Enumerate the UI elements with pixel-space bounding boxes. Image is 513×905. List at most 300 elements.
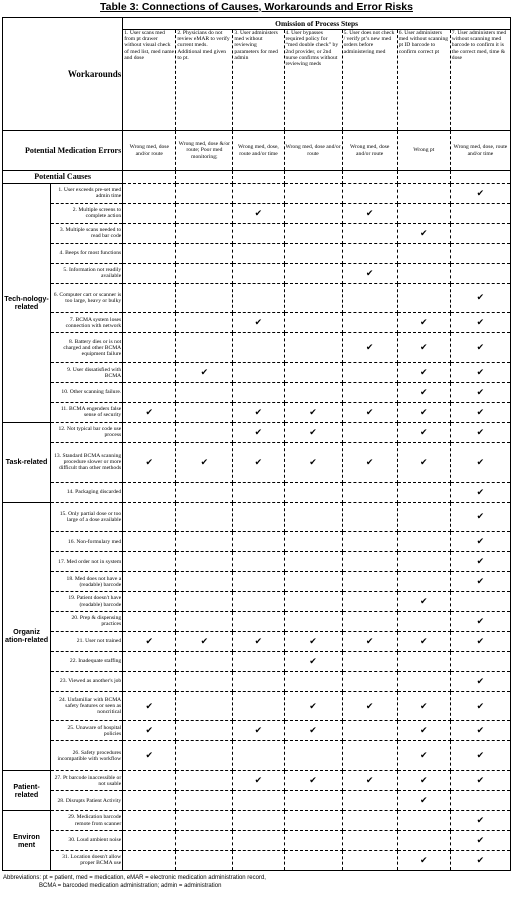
table-title: Table 3: Connections of Causes, Workarounds and Error Risks <box>100 1 413 13</box>
check-cell <box>450 592 510 612</box>
category-label: Organiz ation-related <box>3 502 51 771</box>
check-cell <box>284 691 342 721</box>
workarounds-header: Workarounds <box>3 18 123 131</box>
workaround-step-4: 4. User bypasses required policy for “med double check” by 2nd provider, or 2nd nurse confirms without reviewing meds <box>284 30 342 131</box>
check-cell <box>342 333 397 363</box>
check-cell <box>233 741 284 771</box>
check-cell <box>450 333 510 363</box>
check-cell <box>450 313 510 333</box>
checkmark-icon: ✔ <box>476 834 485 845</box>
error-risk-6: Wrong pt <box>397 131 450 171</box>
checkmark-icon: ✔ <box>365 207 374 218</box>
check-cell <box>397 592 450 612</box>
checkmark-icon: ✔ <box>200 367 209 378</box>
checkmark-icon: ✔ <box>476 456 485 467</box>
potential-errors-header: Potential Medication Errors <box>3 131 123 171</box>
check-cell <box>123 771 176 791</box>
check-cell <box>123 402 176 422</box>
check-cell <box>397 363 450 383</box>
check-cell <box>176 313 233 333</box>
table-row <box>3 363 511 383</box>
check-cell <box>233 482 284 502</box>
checkmark-icon: ✔ <box>200 456 209 467</box>
table-row <box>3 850 511 870</box>
table-row <box>3 771 511 791</box>
check-cell <box>176 363 233 383</box>
checkmark-icon: ✔ <box>309 700 317 711</box>
check-cell <box>397 721 450 741</box>
check-cell <box>397 482 450 502</box>
check-cell <box>123 552 176 572</box>
check-cell <box>342 721 397 741</box>
check-cell <box>450 422 510 442</box>
cause-label: 15. Only partial dose or too large of a dose available <box>51 502 123 532</box>
check-cell <box>450 552 510 572</box>
check-cell <box>284 850 342 870</box>
check-cell <box>176 383 233 403</box>
check-cell <box>342 771 397 791</box>
check-cell <box>123 422 176 442</box>
table-row <box>3 611 511 631</box>
check-cell <box>397 552 450 572</box>
check-cell <box>176 811 233 831</box>
check-cell <box>233 771 284 791</box>
check-cell <box>450 631 510 651</box>
check-cell <box>342 532 397 552</box>
check-cell <box>233 671 284 691</box>
check-cell <box>397 243 450 263</box>
checkmark-icon: ✔ <box>365 635 374 646</box>
check-cell <box>450 502 510 532</box>
checkmark-icon: ✔ <box>476 426 485 437</box>
check-cell <box>123 721 176 741</box>
check-cell <box>233 691 284 721</box>
cause-label: 25. Unaware of hospital policies <box>51 721 123 741</box>
check-cell <box>284 671 342 691</box>
check-cell <box>284 203 342 223</box>
checkmark-icon: ✔ <box>476 615 485 626</box>
checkmark-icon: ✔ <box>476 486 485 497</box>
checkmark-icon: ✔ <box>254 426 263 437</box>
checkmark-icon: ✔ <box>476 187 485 198</box>
checkmark-icon: ✔ <box>309 456 317 467</box>
check-cell <box>233 592 284 612</box>
check-cell <box>123 651 176 671</box>
table-row <box>3 203 511 223</box>
table-row <box>3 741 511 771</box>
check-cell <box>397 263 450 283</box>
checkmark-icon: ✔ <box>476 775 485 786</box>
table-row <box>3 572 511 592</box>
check-cell <box>397 771 450 791</box>
check-cell <box>176 422 233 442</box>
error-risk-3: Wrong med, dose, route and/or time <box>233 131 284 171</box>
check-cell <box>397 313 450 333</box>
check-cell <box>450 850 510 870</box>
check-cell <box>284 223 342 243</box>
checkmark-icon: ✔ <box>476 511 485 522</box>
check-cell <box>284 383 342 403</box>
cause-label: 22. Inadequate staffing <box>51 651 123 671</box>
table-row <box>3 552 511 572</box>
checkmark-icon: ✔ <box>145 750 154 761</box>
error-risk-4: Wrong med, dose and/or route <box>284 131 342 171</box>
checkmark-icon: ✔ <box>254 406 263 417</box>
checkmark-icon: ✔ <box>365 342 374 353</box>
cause-label: 12. Not typical bar code use process <box>51 422 123 442</box>
check-cell <box>123 830 176 850</box>
check-cell <box>284 771 342 791</box>
check-cell <box>233 363 284 383</box>
check-cell <box>397 402 450 422</box>
check-cell <box>450 482 510 502</box>
checkmark-icon: ✔ <box>476 675 485 686</box>
causes-workarounds-table <box>2 17 511 871</box>
check-cell <box>450 203 510 223</box>
check-cell <box>342 611 397 631</box>
cause-label: 28. Disrupts Patient Activity <box>51 791 123 811</box>
check-cell <box>176 502 233 532</box>
check-cell <box>450 572 510 592</box>
check-cell <box>176 691 233 721</box>
check-cell <box>397 383 450 403</box>
check-cell <box>284 442 342 482</box>
cause-label: 2. Multiple screens to complete action <box>51 203 123 223</box>
check-cell <box>342 223 397 243</box>
check-cell <box>342 631 397 651</box>
error-risk-2: Wrong med, dose &/or route; Poor med monitoring; <box>176 131 233 171</box>
cause-label: 18. Med does not have a (readable) barcode <box>51 572 123 592</box>
checkmark-icon: ✔ <box>419 387 428 398</box>
check-cell <box>450 691 510 721</box>
cause-label: 26. Safety procedures incompatible with workflow <box>51 741 123 771</box>
check-cell <box>342 741 397 771</box>
check-cell <box>450 243 510 263</box>
checkmark-icon: ✔ <box>254 775 263 786</box>
check-cell <box>397 691 450 721</box>
check-cell <box>284 611 342 631</box>
checkmark-icon: ✔ <box>476 854 485 865</box>
check-cell <box>176 572 233 592</box>
check-cell <box>123 333 176 363</box>
checkmark-icon: ✔ <box>476 367 485 378</box>
table-row <box>3 223 511 243</box>
check-cell <box>233 811 284 831</box>
table-row <box>3 651 511 671</box>
check-cell <box>450 383 510 403</box>
check-cell <box>342 283 397 313</box>
check-cell <box>123 203 176 223</box>
check-cell <box>450 830 510 850</box>
check-cell <box>342 482 397 502</box>
workaround-step-5: 5. User does not check / verify pt’s new med orders before administering med <box>342 30 397 131</box>
check-cell <box>123 482 176 502</box>
category-label: Environ ment <box>3 811 51 871</box>
cause-label: 13. Standard BCMA scanning procedure slower or more difficult than other methods <box>51 442 123 482</box>
check-cell <box>123 791 176 811</box>
cause-label: 9. User dissatisfied with BCMA <box>51 363 123 383</box>
table-row <box>3 422 511 442</box>
cause-label: 5. Information not readily available <box>51 263 123 283</box>
cause-label: 30. Loud ambient noise <box>51 830 123 850</box>
check-cell <box>342 502 397 532</box>
check-cell <box>176 263 233 283</box>
check-cell <box>233 283 284 313</box>
check-cell <box>450 263 510 283</box>
check-cell <box>342 363 397 383</box>
check-cell <box>284 482 342 502</box>
checkmark-icon: ✔ <box>419 635 428 646</box>
check-cell <box>123 383 176 403</box>
checkmark-icon: ✔ <box>254 725 263 736</box>
checkmark-icon: ✔ <box>476 536 485 547</box>
potential-causes-header: Potential Causes <box>3 171 123 184</box>
checkmark-icon: ✔ <box>476 406 485 417</box>
category-label: Patient-related <box>3 771 51 811</box>
check-cell <box>284 243 342 263</box>
cause-label: 19. Patient doesn't have (readable) barcode <box>51 592 123 612</box>
check-cell <box>342 243 397 263</box>
check-cell <box>176 243 233 263</box>
checkmark-icon: ✔ <box>254 317 263 328</box>
check-cell <box>284 283 342 313</box>
check-cell <box>342 383 397 403</box>
check-cell <box>176 611 233 631</box>
check-cell <box>176 850 233 870</box>
check-cell <box>233 263 284 283</box>
check-cell <box>123 223 176 243</box>
checkmark-icon: ✔ <box>309 426 317 437</box>
check-cell <box>284 811 342 831</box>
table-row <box>3 402 511 422</box>
cause-label: 10. Other scanning failure. <box>51 383 123 403</box>
check-cell <box>176 333 233 363</box>
checkmark-icon: ✔ <box>419 367 428 378</box>
cause-label: 7. BCMA system loses connection with network <box>51 313 123 333</box>
check-cell <box>123 850 176 870</box>
table-row <box>3 502 511 532</box>
check-cell <box>342 184 397 204</box>
table-row <box>3 442 511 482</box>
check-cell <box>233 791 284 811</box>
check-cell <box>397 811 450 831</box>
check-cell <box>233 850 284 870</box>
check-cell <box>397 651 450 671</box>
check-cell <box>450 184 510 204</box>
checkmark-icon: ✔ <box>419 227 428 238</box>
cause-label: 31. Location doesn't allow proper BCMA use <box>51 850 123 870</box>
check-cell <box>123 572 176 592</box>
check-cell <box>342 442 397 482</box>
cause-label: 6. Computer cart or scanner is too large, heavy or bulky <box>51 283 123 313</box>
table-row <box>3 592 511 612</box>
category-label: Task-related <box>3 422 51 502</box>
table-row <box>3 830 511 850</box>
check-cell <box>176 203 233 223</box>
check-cell <box>342 691 397 721</box>
check-cell <box>284 572 342 592</box>
check-cell <box>233 243 284 263</box>
check-cell <box>233 721 284 741</box>
check-cell <box>284 313 342 333</box>
check-cell <box>342 313 397 333</box>
check-cell <box>123 442 176 482</box>
abbreviations-line-2: BCMA = barcoded medication administration; admin = administration <box>39 883 222 889</box>
checkmark-icon: ✔ <box>476 292 485 303</box>
check-cell <box>233 203 284 223</box>
checkmark-icon: ✔ <box>145 456 154 467</box>
checkmark-icon: ✔ <box>419 596 428 607</box>
check-cell <box>176 592 233 612</box>
cause-label: 8. Battery dies or is not charged and other BCMA equipment failure <box>51 333 123 363</box>
check-cell <box>450 283 510 313</box>
check-cell <box>342 850 397 870</box>
check-cell <box>176 741 233 771</box>
check-cell <box>176 830 233 850</box>
check-cell <box>233 184 284 204</box>
checkmark-icon: ✔ <box>309 725 317 736</box>
checkmark-icon: ✔ <box>419 342 428 353</box>
checkmark-icon: ✔ <box>476 556 485 567</box>
check-cell <box>342 671 397 691</box>
cause-label: 1. User exceeds pre-set med admin time <box>51 184 123 204</box>
check-cell <box>397 572 450 592</box>
check-cell <box>233 502 284 532</box>
workaround-step-2: 2. Physicians do not review eMAR to verify current meds. Additional med given to pt. <box>176 30 233 131</box>
checkmark-icon: ✔ <box>365 406 374 417</box>
check-cell <box>123 631 176 651</box>
error-risk-7: Wrong med, dose, route and/or time <box>450 131 510 171</box>
check-cell <box>176 721 233 741</box>
checkmark-icon: ✔ <box>476 576 485 587</box>
check-cell <box>123 263 176 283</box>
cause-label: 3. Multiple scans needed to read bar code <box>51 223 123 243</box>
check-cell <box>233 422 284 442</box>
category-label: Tech-nology-related <box>3 184 51 423</box>
check-cell <box>233 313 284 333</box>
error-risk-5: Wrong med, dose and/or route <box>342 131 397 171</box>
check-cell <box>284 741 342 771</box>
check-cell <box>123 691 176 721</box>
check-cell <box>284 502 342 532</box>
check-cell <box>284 631 342 651</box>
check-cell <box>123 811 176 831</box>
cause-label: 17. Med order not in system <box>51 552 123 572</box>
check-cell <box>123 502 176 532</box>
cause-label: 23. Viewed as another's job <box>51 671 123 691</box>
cause-label: 16. Non-formulary med <box>51 532 123 552</box>
checkmark-icon: ✔ <box>309 655 317 666</box>
check-cell <box>397 741 450 771</box>
check-cell <box>176 651 233 671</box>
checkmark-icon: ✔ <box>365 267 374 278</box>
check-cell <box>176 442 233 482</box>
check-cell <box>284 422 342 442</box>
checkmark-icon: ✔ <box>476 387 485 398</box>
checkmark-icon: ✔ <box>419 456 428 467</box>
checkmark-icon: ✔ <box>419 426 428 437</box>
check-cell <box>450 532 510 552</box>
checkmark-icon: ✔ <box>365 700 374 711</box>
table-row <box>3 263 511 283</box>
check-cell <box>233 442 284 482</box>
check-cell <box>284 184 342 204</box>
check-cell <box>450 811 510 831</box>
check-cell <box>450 223 510 243</box>
checkmark-icon: ✔ <box>365 456 374 467</box>
table-row <box>3 691 511 721</box>
table-row <box>3 721 511 741</box>
checkmark-icon: ✔ <box>419 725 428 736</box>
check-cell <box>450 671 510 691</box>
check-cell <box>233 830 284 850</box>
table-row <box>3 243 511 263</box>
table-row <box>3 184 511 204</box>
check-cell <box>176 184 233 204</box>
cause-label: 20. Prep & dispensing practices <box>51 611 123 631</box>
check-cell <box>123 283 176 313</box>
check-cell <box>176 532 233 552</box>
check-cell <box>123 532 176 552</box>
workaround-step-1: 1. User scans med from pt drawer without visual check of med list, med name and dose <box>123 30 176 131</box>
check-cell <box>397 631 450 651</box>
check-cell <box>397 611 450 631</box>
table-row <box>3 283 511 313</box>
check-cell <box>342 811 397 831</box>
check-cell <box>176 631 233 651</box>
check-cell <box>397 283 450 313</box>
check-cell <box>123 363 176 383</box>
checkmark-icon: ✔ <box>476 750 485 761</box>
check-cell <box>284 651 342 671</box>
checkmark-icon: ✔ <box>419 750 428 761</box>
check-cell <box>342 203 397 223</box>
abbreviations-note <box>3 874 511 890</box>
check-cell <box>233 532 284 552</box>
check-cell <box>233 651 284 671</box>
check-cell <box>450 721 510 741</box>
check-cell <box>284 532 342 552</box>
check-cell <box>176 283 233 313</box>
check-cell <box>342 592 397 612</box>
check-cell <box>342 572 397 592</box>
cause-label: 27. Pt barcode inaccessible or not usable <box>51 771 123 791</box>
check-cell <box>176 791 233 811</box>
check-cell <box>233 631 284 651</box>
workaround-step-6: 6. User administers med without scanning pt ID barcode to confirm correct pt <box>397 30 450 131</box>
checkmark-icon: ✔ <box>419 700 428 711</box>
checkmark-icon: ✔ <box>419 854 428 865</box>
check-cell <box>123 611 176 631</box>
check-cell <box>397 333 450 363</box>
check-cell <box>397 184 450 204</box>
cause-label: 21. User not trained <box>51 631 123 651</box>
checkmark-icon: ✔ <box>309 406 317 417</box>
check-cell <box>342 830 397 850</box>
check-cell <box>284 333 342 363</box>
check-cell <box>123 741 176 771</box>
check-cell <box>450 402 510 422</box>
check-cell <box>450 611 510 631</box>
table-row <box>3 383 511 403</box>
check-cell <box>397 442 450 482</box>
check-cell <box>233 383 284 403</box>
check-cell <box>123 184 176 204</box>
check-cell <box>397 422 450 442</box>
checkmark-icon: ✔ <box>254 207 263 218</box>
check-cell <box>233 402 284 422</box>
checkmark-icon: ✔ <box>145 725 154 736</box>
